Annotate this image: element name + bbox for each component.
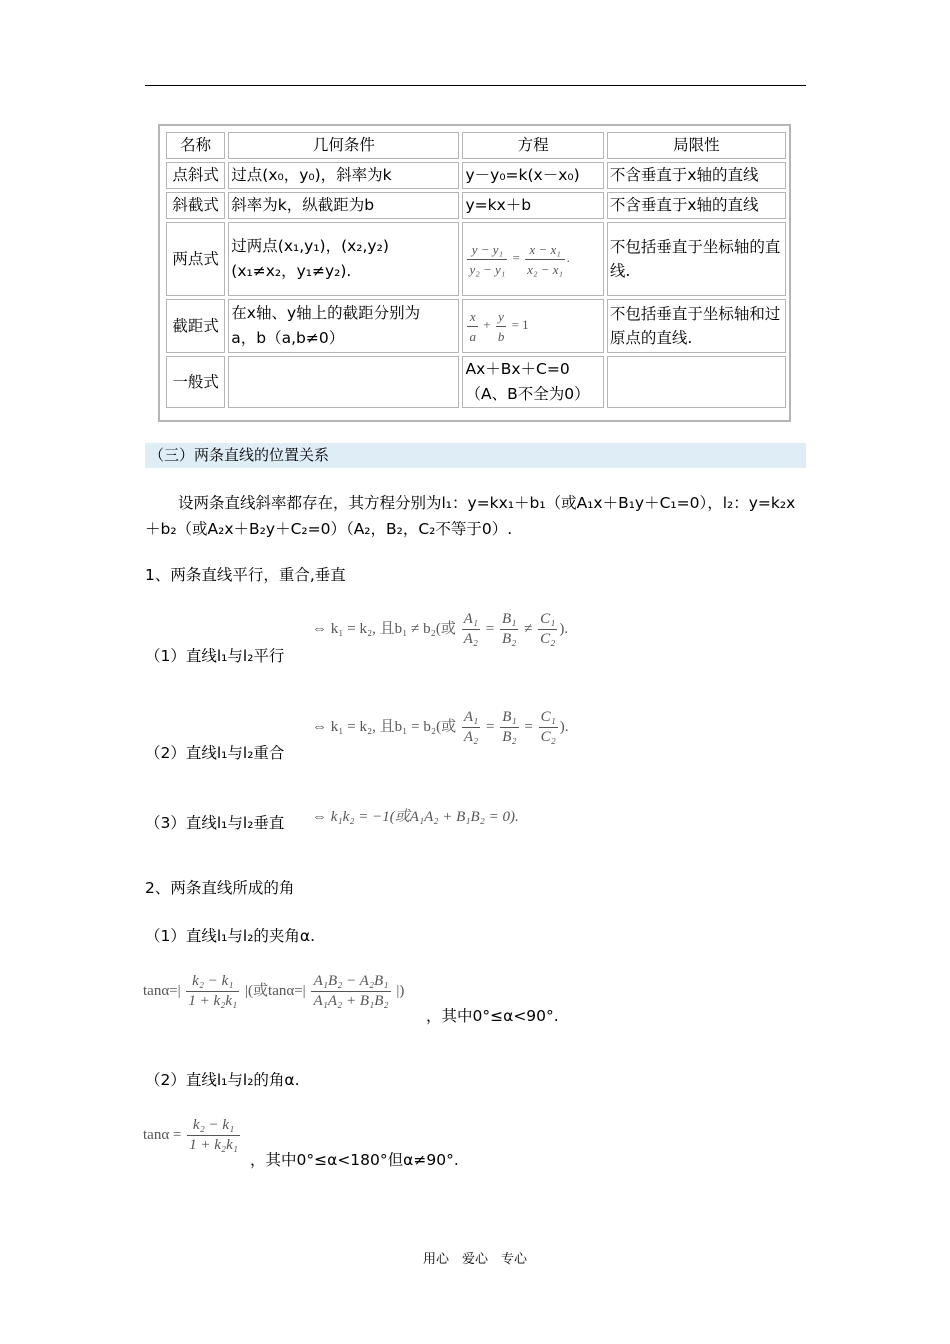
frac-numerator: x − x₁ <box>525 240 565 260</box>
condition-line: 过两点(x₁,y₁)，(x₂,y₂) <box>231 237 389 255</box>
row-name: 截距式 <box>166 299 225 353</box>
intercept-formula: $\frac{x}{a}$ + $\frac{y}{b}$ = 1 <box>469 308 529 344</box>
directed-angle-label: （2）直线l₁与l₂的角α. <box>145 1071 300 1089</box>
intro-paragraph: 设两条直线斜率都存在，其方程分别为l₁：y=kx₁＋b₁（或A₁x＋B₁y＋C₁=0），l₂：y=k₂x＋b₂（或A₂x＋B₂y＋C₂=0）（A₂，B₂，C₂不等于0）. <box>145 494 796 538</box>
section-title: （三）两条直线的位置关系 <box>145 443 806 468</box>
frac-denominator: 1 + k₂k₁ <box>189 1137 239 1153</box>
frac-denominator: A₁A₂ + B₁B₂ <box>313 993 389 1009</box>
formula-op: = <box>524 718 533 735</box>
angle-between-formula <box>143 972 404 1011</box>
frac-denominator: B₂ <box>501 631 517 647</box>
condition-line: 在x轴、y轴上的截距分别为 <box>231 304 421 322</box>
row-limitation: 不包括垂直于坐标轴和过原点的直线. <box>607 299 786 353</box>
equation-line: Ax＋Bx＋C=0 <box>465 360 570 378</box>
frac-denominator: a <box>469 328 476 344</box>
two-point-formula: $\frac{\text{y − y₁}}{\text{y₂ − y₁}}$ = $\frac{\text{x − x₁}}{\text{x₂ − x₁}}$ . <box>469 241 571 277</box>
row-equation <box>462 299 603 353</box>
angle-between-label: （1）直线l₁与l₂的夹角α. <box>145 927 316 945</box>
frac-numerator: y <box>496 307 507 327</box>
parallel-formula <box>312 610 568 649</box>
row-equation: y－y₀=k(x－x₀) <box>462 162 603 189</box>
frac-numerator: A₁ <box>462 708 480 728</box>
frac-denominator: x₂ − x₁ <box>527 261 564 277</box>
frac-denominator: y₂ − y₁ <box>469 261 506 277</box>
formula-op: = <box>485 620 495 637</box>
formula-tail: ). <box>559 620 569 637</box>
table-row <box>166 356 786 408</box>
row-name: 一般式 <box>166 356 225 408</box>
formula-end: |) <box>396 982 405 999</box>
coincide-label: （2）直线l₁与l₂重合 <box>145 744 285 762</box>
row-limitation <box>607 356 786 408</box>
frac-numerator: A₁B₂ − A₂B₁ <box>311 972 390 992</box>
row-name: 斜截式 <box>166 192 225 219</box>
table-row <box>166 222 786 296</box>
formula-tail: . <box>567 249 571 265</box>
frac-numerator: B₁ <box>500 708 518 728</box>
row-limitation: 不含垂直于x轴的直线 <box>607 192 786 219</box>
formula-op: = <box>485 718 495 735</box>
formula-prefix: tanα = <box>143 1126 182 1143</box>
line-equation-table <box>158 124 791 422</box>
frac-denominator: A₂ <box>463 729 479 745</box>
frac-numerator: k₂ − k₁ <box>186 972 239 992</box>
condition-line: (x₁≠x₂，y₁≠y₂). <box>231 262 352 280</box>
row-name: 两点式 <box>166 222 225 296</box>
header-limitation: 局限性 <box>607 132 786 159</box>
row-limitation: 不包括垂直于坐标轴的直线. <box>607 222 786 296</box>
formula-prefix: tanα=| <box>143 982 181 999</box>
table-header-row <box>166 132 786 159</box>
row-condition: 过点(x₀，y₀)，斜率为k <box>228 162 459 189</box>
row-condition <box>228 356 459 408</box>
header-rule <box>145 85 806 86</box>
row-name: 点斜式 <box>166 162 225 189</box>
frac-numerator: C₁ <box>539 708 558 728</box>
angle-between-note: ，其中0°≤α<90°. <box>426 1007 559 1025</box>
row-equation: y=kx＋b <box>462 192 603 219</box>
row-equation <box>462 222 603 296</box>
formula-prefix: ⇔ k₁ = k₂, 且b₁ = b₂(或 <box>312 718 457 735</box>
frac-denominator: C₂ <box>540 631 556 647</box>
frac-numerator: A₁ <box>462 610 480 630</box>
row-equation <box>462 356 603 408</box>
frac-denominator: A₂ <box>463 631 478 647</box>
row-condition <box>228 299 459 353</box>
frac-denominator: 1 + k₂k₁ <box>188 993 238 1009</box>
frac-denominator: C₂ <box>540 729 556 745</box>
condition-line: a，b（a,b≠0） <box>231 329 345 347</box>
frac-numerator: k₂ − k₁ <box>187 1116 240 1136</box>
frac-numerator: x <box>467 307 478 327</box>
frac-numerator: B₁ <box>500 610 518 630</box>
table-row <box>166 162 786 189</box>
row-condition <box>228 222 459 296</box>
row-condition: 斜率为k，纵截距为b <box>228 192 459 219</box>
header-condition: 几何条件 <box>228 132 459 159</box>
perpendicular-label: （3）直线l₁与l₂垂直 <box>145 814 285 832</box>
formula-tail: ). <box>559 718 569 735</box>
part2-title: 2、两条直线所成的角 <box>145 879 295 897</box>
table-row <box>166 299 786 353</box>
coincide-formula <box>312 708 569 747</box>
header-equation: 方程 <box>462 132 603 159</box>
row-limitation: 不含垂直于x轴的直线 <box>607 162 786 189</box>
perpendicular-formula: ⇔ k₁k₂ = −1(或A₁A₂ + B₁B₂ = 0). <box>312 809 519 825</box>
formula-rhs: = 1 <box>511 316 529 332</box>
frac-denominator: B₂ <box>502 729 517 745</box>
formula-op: ≠ <box>524 620 533 637</box>
frac-numerator: C₁ <box>538 610 557 630</box>
part1-title: 1、两条直线平行，重合,垂直 <box>145 566 346 584</box>
frac-denominator: b <box>497 328 505 344</box>
page-footer: 用心 爱心 专心 <box>422 1252 527 1267</box>
directed-angle-formula <box>143 1116 242 1155</box>
formula-mid: |(或tanα=| <box>245 982 306 999</box>
formula-prefix: ⇔ k₁ = k₂, 且b₁ ≠ b₂(或 <box>312 620 456 637</box>
directed-angle-note: ，其中0°≤α<180°但α≠90°. <box>250 1151 459 1169</box>
equation-line: （A、B不全为0） <box>465 385 590 403</box>
header-name: 名称 <box>166 132 225 159</box>
parallel-label: （1）直线l₁与l₂平行 <box>145 647 285 665</box>
frac-numerator: y − y₁ <box>467 240 507 260</box>
table-row <box>166 192 786 219</box>
